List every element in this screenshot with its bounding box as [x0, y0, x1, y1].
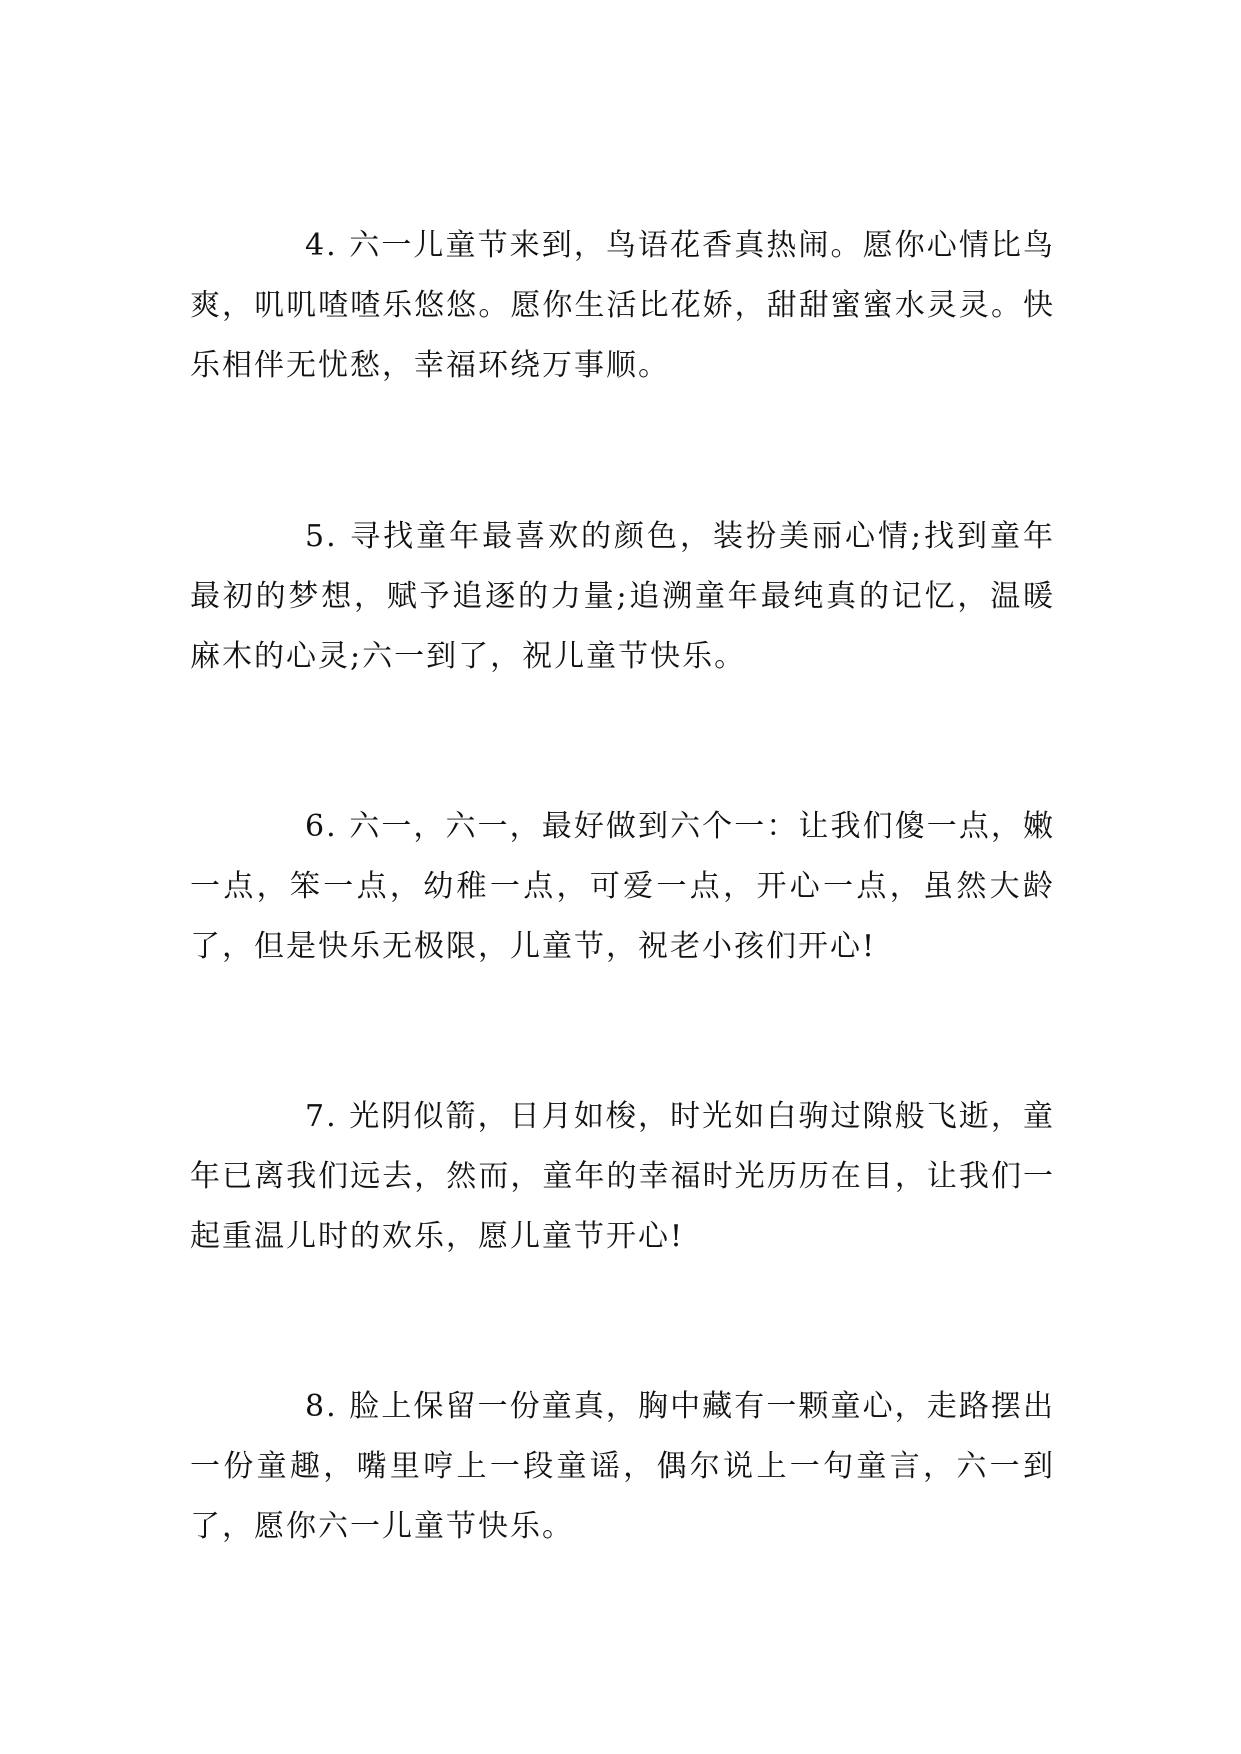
paragraph-4: 4. 六一儿童节来到，鸟语花香真热闹。愿你心情比鸟爽，叽叽喳喳乐悠悠。愿你生活比花娇，甜甜蜜蜜水灵灵。快乐相伴无忧愁，幸福环绕万事顺。: [190, 228, 1055, 383]
paragraph-8: 8. 脸上保留一份童真，胸中藏有一颗童心，走路摆出一份童趣，嘴里哼上一段童谣，偶尔说上一句童言，六一到了，愿你六一儿童节快乐。: [190, 1389, 1055, 1544]
paragraph-7: 7. 光阴似箭，日月如梭，时光如白驹过隙般飞逝，童年已离我们远去，然而，童年的幸福时光历历在目，让我们一起重温儿时的欢乐，愿儿童节开心!: [190, 1099, 1055, 1254]
paragraph-6: 6. 六一，六一，最好做到六个一：让我们傻一点，嫩一点，笨一点，幼稚一点，可爱一点，开心一点，虽然大龄了，但是快乐无极限，儿童节，祝老小孩们开心!: [190, 809, 1055, 964]
paragraph-5: 5. 寻找童年最喜欢的颜色，装扮美丽心情;找到童年最初的梦想，赋予追逐的力量;追溯童年最纯真的记忆，温暖麻木的心灵;六一到了，祝儿童节快乐。: [190, 519, 1055, 674]
